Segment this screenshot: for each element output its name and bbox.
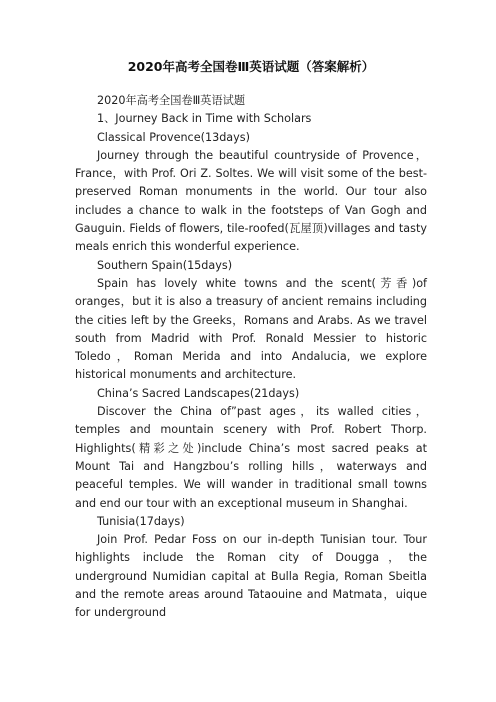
section-heading: 1、Journey Back in Time with Scholars [97,112,312,126]
tour-heading-tunisia: Tunisia(17days) [97,514,185,528]
document-title: 2020年高考全国卷Ⅲ英语试题（答案解析） [127,59,375,74]
tour-description-provence: Journey through the beautiful countryside of Provence，France，with Prof. Ori Z. Soltes. We will visit some of the best-preserved Roman monuments in the world. Our tour also includes a chance to walk in the footsteps of Van Gogh and Gauguin. Fields of flowers, tile-roofed(瓦屋顶)villages and tasty meals enrich this wonderful experience. [75,148,427,254]
tour-description-china: Discover the China of”past ages，its walled cities，temples and mountain scenery with Prof. Robert Thorp. Highlights(精彩之处)include China’s most sacred peaks at Mount Tai and Hangzbou’s rolling hills，waterways and peaceful temples. We will wander in traditional small towns and end our tour with an exceptional museum in Shanghai. [75,405,427,510]
tour-description-spain: Spain has lovely white towns and the scent(芳香)of oranges，but it is also a treasury of ancient remains including the cities left by the Greeks，Romans and Arabs. As we travel south from Madrid with Prof. Ronald Messier to historic Toledo，Roman Merida and into Andalucia, we explore historical monuments and architecture. [75,276,427,382]
tour-description-tunisia: Join Prof. Pedar Foss on our in-depth Tunisian tour. Tour highlights include the Roman city of Dougga，the underground Numidian capital at Bulla Regia, Roman Sbeitla and the remote areas around Tataouine and Matmata，uique for underground [75,533,427,620]
document-subtitle: 2020年高考全国卷Ⅲ英语试题 [97,94,246,107]
tour-heading-provence: Classical Provence(13days) [97,130,250,144]
tour-heading-spain: Southern Spain(15days) [97,258,233,272]
tour-heading-china: China’s Sacred Landscapes(21days) [97,386,300,400]
